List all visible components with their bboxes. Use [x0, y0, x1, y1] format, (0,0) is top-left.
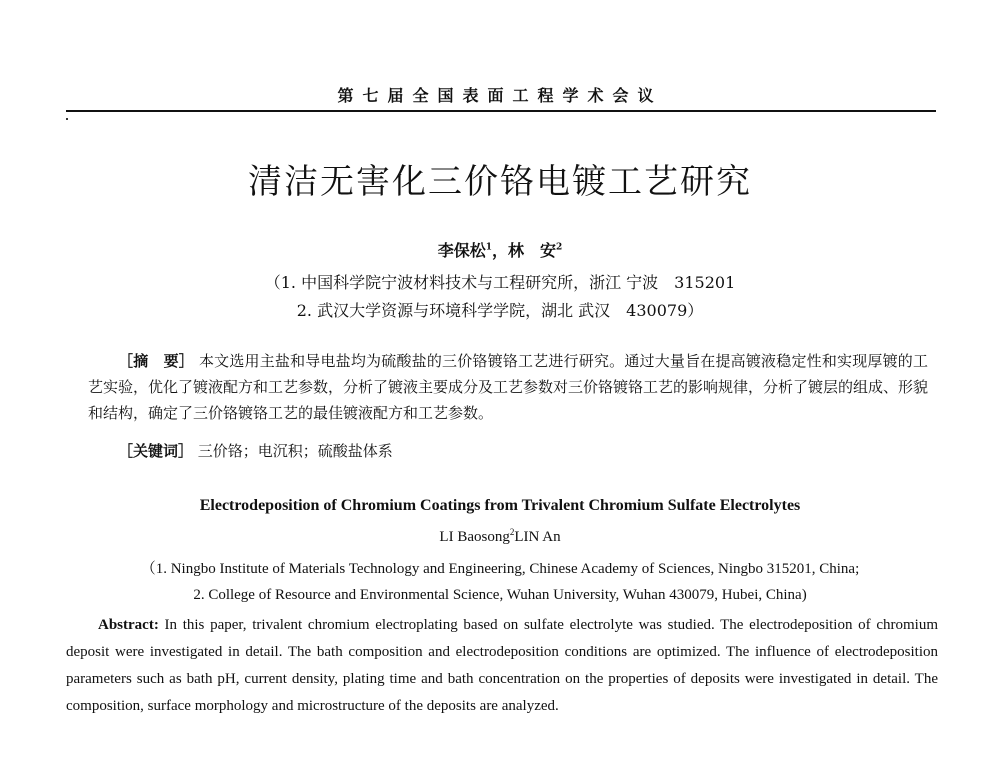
authors-chinese: [0, 238, 1000, 261]
abstract-text-english: In this paper, trivalent chromium electroplating based on sulfate electrolyte was studied. The electrodeposition of chromium deposit were investigated in detail. The bath composition and electrodeposition conditions are optimized. The influence of electrodeposition parameters such as bath pH, current density, plating time and bath concentration on the properties of deposits were investigated in detail. The composition, surface morphology and microstructure of the deposits are analyzed.: [66, 617, 938, 714]
scan-mark: [66, 118, 68, 120]
affiliation-chinese-2: 2. 武汉大学资源与环境科学学院，湖北 武汉 430079）: [296, 301, 704, 320]
conference-header: 第七届全国表面工程学术会议: [337, 86, 663, 105]
author-1: 李保松: [437, 241, 486, 260]
abstract-chinese: [88, 348, 928, 426]
keywords-text-chinese: 三价铬；电沉积；硫酸盐体系: [197, 442, 393, 460]
abstract-english: [66, 612, 938, 720]
title-chinese: 清洁无害化三价铬电镀工艺研究: [248, 162, 752, 202]
author-2: 林 安: [508, 241, 557, 260]
header-rule: [66, 110, 936, 112]
author-2-english: LIN An: [514, 529, 561, 545]
affiliation-english-2: 2. College of Resource and Environmental Science, Wuhan University, Wuhan 430079, Hubei, China): [193, 587, 807, 603]
author-separator: ，: [491, 241, 508, 260]
keywords-chinese: [118, 440, 393, 461]
author-1-affiliation-mark: 1: [485, 242, 492, 253]
title-english: Electrodeposition of Chromium Coatings from Trivalent Chromium Sulfate Electrolytes: [199, 497, 801, 514]
abstract-label-english: Abstract:: [98, 617, 159, 633]
abstract-label-chinese: ［摘 要］: [118, 352, 194, 370]
affiliation-chinese-1: （1. 中国科学院宁波材料技术与工程研究所，浙江 宁波 315201: [264, 273, 736, 292]
affiliation-english-1: （1. Ningbo Institute of Materials Technology and Engineering, Chinese Academy of Sciences, Ningbo 315201, China;: [140, 561, 860, 577]
authors-english: [0, 527, 1000, 546]
author-affiliation-mark-english: 2: [509, 527, 515, 537]
abstract-text-chinese: 本文选用主盐和导电盐均为硫酸盐的三价铬镀铬工艺进行研究。通过大量旨在提高镀液稳定性和实现厚镀的工艺实验，优化了镀液配方和工艺参数，分析了镀液主要成分及工艺参数对三价铬镀铬工艺的影响规律，分析了镀层的组成、形貌和结构，确定了三价铬镀铬工艺的最佳镀液配方和工艺参数。: [88, 352, 929, 422]
keywords-label-chinese: ［关键词］: [118, 442, 194, 460]
author-2-affiliation-mark: 2: [556, 242, 563, 253]
author-1-english: LI Baosong: [439, 529, 510, 545]
